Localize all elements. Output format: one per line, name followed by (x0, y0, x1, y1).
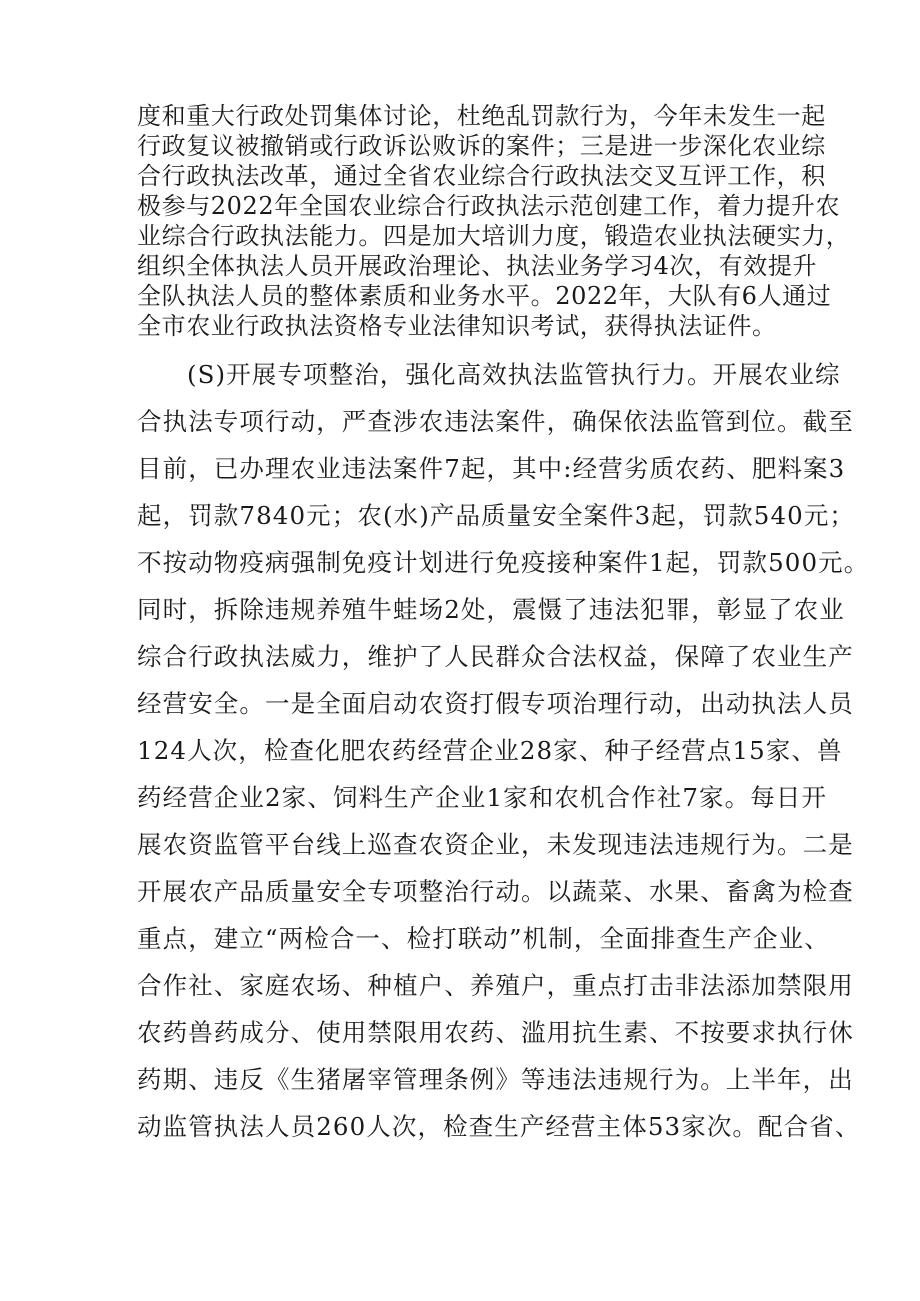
text-line: 动监管执法人员260人次，检查生产经营主体53家次。配合省、 (137, 1112, 861, 1141)
text-line: 不按动物疫病强制免疫计划进行免疫接种案件1起，罚款500元。 (137, 548, 870, 577)
text-line: 业综合行政执法能力。四是加大培训力度，锻造农业执法硬实力， (137, 222, 851, 250)
text-line: 全市农业行政执法资格专业法律知识考试，获得执法证件。 (137, 312, 777, 340)
text-line: 展农资监管平台线上巡查农资企业，未发现违法违规行为。二是 (137, 830, 854, 859)
text-line: 全队执法人员的整体素质和业务水平。2022年，大队有6人通过 (137, 282, 832, 310)
text-line: 合行政执法改革，通过全省农业综合行政执法交叉互评工作，积 (137, 162, 826, 190)
text-line: 124人次，检查化肥农药经营企业28家、种子经营点15家、兽 (137, 736, 843, 765)
text-line: 综合行政执法威力，维护了人民群众合法权益，保障了农业生产 (137, 642, 854, 671)
text-line: 起，罚款7840元；农(水)产品质量安全案件3起，罚款540元； (137, 501, 856, 530)
text-line: 同时，拆除违规养殖牛蛙场2处，震慑了违法犯罪，彰显了农业 (137, 595, 845, 624)
text-line: 合执法专项行动，严查涉农违法案件，确保依法监管到位。截至 (137, 407, 854, 436)
text-line: 极参与2022年全国农业综合行政执法示范创建工作，着力提升农 (137, 192, 841, 220)
text-line: 目前，已办理农业违法案件7起，其中:经营劣质农药、肥料案3 (137, 454, 846, 483)
text-line: (S)开展专项整治，强化高效执法监管执行力。开展农业综 (187, 360, 841, 389)
text-line: 组织全体执法人员开展政治理论、执法业务学习4次，有效提升 (137, 252, 818, 280)
text-line: 重点，建立“两检合一、检打联动”机制，全面排查生产企业、 (137, 924, 830, 953)
text-line: 合作社、家庭农场、种植户、养殖户，重点打击非法添加禁限用 (137, 971, 854, 1000)
text-line: 经营安全。一是全面启动农资打假专项治理行动，出动执法人员 (137, 689, 854, 718)
text-line: 药经营企业2家、饲料生产企业1家和农机合作社7家。每日开 (137, 783, 828, 812)
text-line: 农药兽药成分、使用禁限用农药、滥用抗生素、不按要求执行休 (137, 1018, 854, 1047)
text-line: 行政复议被撤销或行政诉讼败诉的案件；三是进一步深化农业综 (137, 132, 826, 160)
text-line: 度和重大行政处罚集体讨论，杜绝乱罚款行为，今年未发生一起 (137, 102, 826, 130)
text-line: 开展农产品质量安全专项整治行动。以蔬菜、水果、畜禽为检查 (137, 877, 854, 906)
text-line: 药期、违反《生猪屠宰管理条例》等违法违规行为。上半年，出 (137, 1065, 854, 1094)
